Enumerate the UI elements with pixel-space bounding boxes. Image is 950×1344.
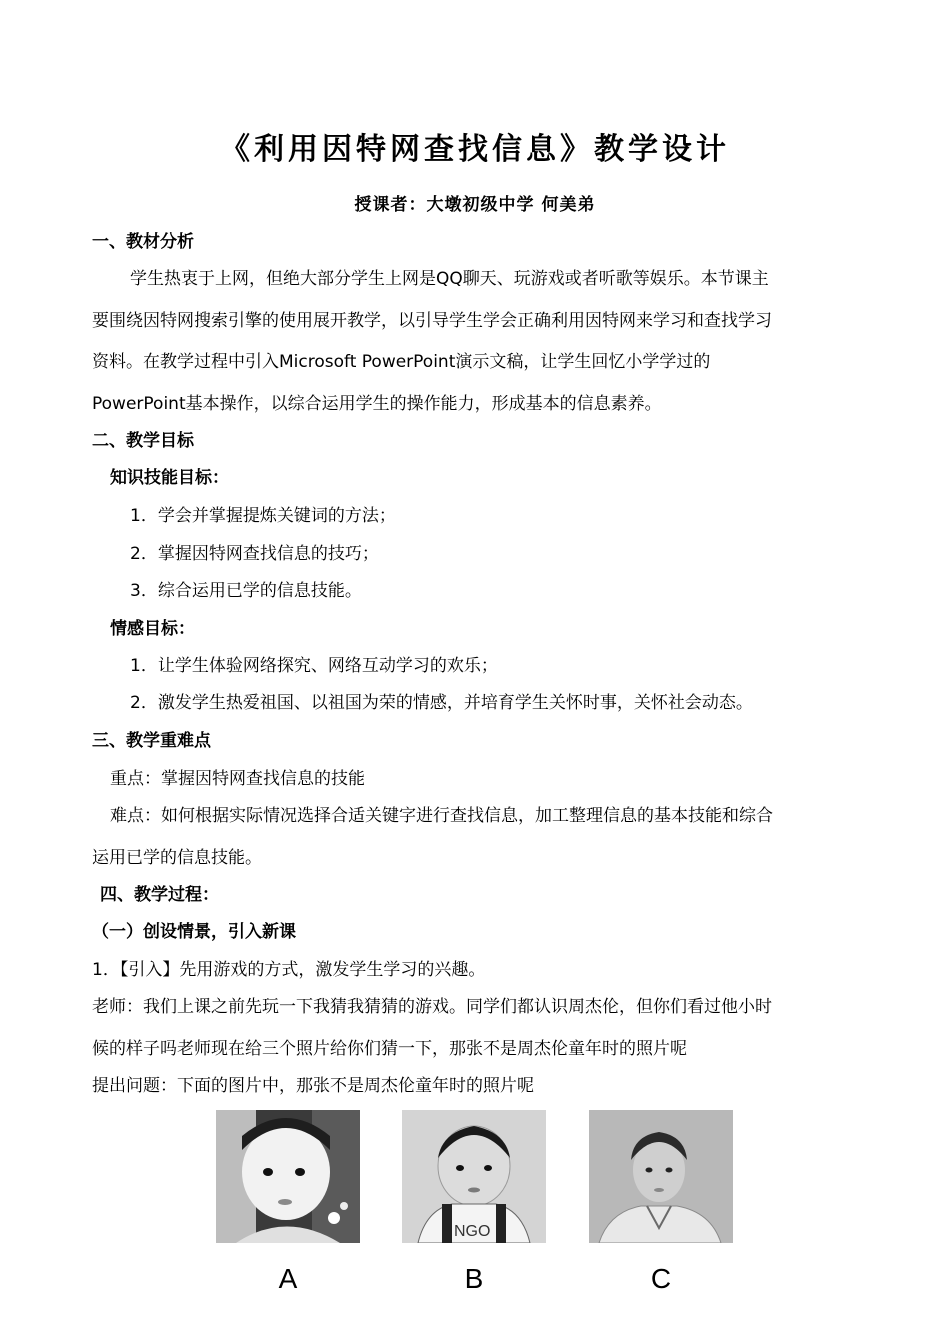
photo-a bbox=[216, 1110, 360, 1243]
photo-label-c: C bbox=[650, 1263, 672, 1294]
photo-b bbox=[402, 1110, 546, 1243]
teacher-line: 候的样子吗老师现在给三个照片给你们猜一下，那张不是周杰伦童年时的照片呢 bbox=[92, 1039, 687, 1059]
section-heading-2: 二、教学目标 bbox=[92, 431, 194, 451]
subheading-intro: （一）创设情景，引入新课 bbox=[92, 922, 296, 942]
document-title: 《利用因特网查找信息》教学设计 bbox=[220, 132, 730, 167]
section-heading-4: 四、教学过程： bbox=[100, 885, 219, 905]
subheading-knowledge: 知识技能目标： bbox=[110, 468, 229, 488]
step-line: 1．【引入】先用游戏的方式，激发学生学习的兴趣。 bbox=[92, 960, 486, 980]
paragraph-line: 要围绕因特网搜索引擎的使用展开教学，以引导学生学会正确利用因特网来学习和查找学习 bbox=[92, 311, 772, 331]
photo-label-b: B bbox=[464, 1263, 484, 1294]
list-item: 2．掌握因特网查找信息的技巧； bbox=[130, 544, 379, 564]
difficult-point: 难点：如何根据实际情况选择合适关键字进行查找信息，加工整理信息的基本技能和综合 bbox=[110, 806, 773, 826]
boy-photo-icon bbox=[589, 1110, 733, 1243]
difficult-point-cont: 运用已学的信息技能。 bbox=[92, 848, 262, 868]
list-item: 2．激发学生热爱祖国、以祖国为荣的情感，并培育学生关怀时事，关怀社会动态。 bbox=[130, 693, 753, 713]
section-heading-3: 三、教学重难点 bbox=[92, 731, 211, 751]
key-point: 重点：掌握因特网查找信息的技能 bbox=[110, 769, 365, 789]
paragraph-line: PowerPoint基本操作，以综合运用学生的操作能力，形成基本的信息素养。 bbox=[92, 394, 662, 414]
vest-text: NGO bbox=[454, 1223, 491, 1240]
paragraph-line: 资料。在教学过程中引入Microsoft PowerPoint演示文稿，让学生回忆小学学过的 bbox=[92, 352, 711, 372]
list-item: 1．让学生体验网络探究、网络互动学习的欢乐； bbox=[130, 656, 498, 676]
photo-label-a: A bbox=[278, 1263, 298, 1294]
photo-c bbox=[589, 1110, 733, 1243]
author-line: 授课者：大墩初级中学 何美弟 bbox=[354, 195, 596, 215]
baby-photo-icon bbox=[216, 1110, 360, 1243]
subheading-emotion: 情感目标： bbox=[110, 619, 195, 639]
section-heading-1: 一、教材分析 bbox=[92, 232, 194, 252]
toddler-photo-icon bbox=[402, 1110, 546, 1243]
list-item: 1．学会并掌握提炼关键词的方法； bbox=[130, 506, 396, 526]
list-item: 3．综合运用已学的信息技能。 bbox=[130, 581, 362, 601]
teacher-line: 老师：我们上课之前先玩一下我猜我猜猜的游戏。同学们都认识周杰伦，但你们看过他小时 bbox=[92, 997, 772, 1017]
question-line: 提出问题：下面的图片中，那张不是周杰伦童年时的照片呢 bbox=[92, 1076, 534, 1096]
paragraph-line: 学生热衷于上网，但绝大部分学生上网是QQ聊天、玩游戏或者听歌等娱乐。本节课主 bbox=[130, 269, 769, 289]
